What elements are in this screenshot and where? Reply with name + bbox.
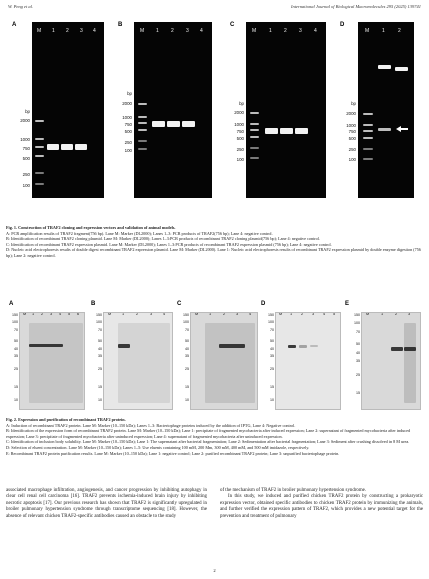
pcr-band	[47, 144, 59, 150]
marker-band	[363, 137, 373, 139]
bp-tick: 100	[124, 148, 132, 153]
bp-tick: 1000	[20, 137, 30, 142]
bp-tick: 1000	[122, 115, 132, 120]
marker-band	[138, 103, 147, 105]
marker-band	[363, 158, 373, 160]
pcr-band	[167, 121, 180, 127]
pcr-band	[75, 144, 87, 150]
lane-smear	[205, 323, 255, 403]
marker-band	[138, 129, 147, 131]
fig2-gel-a	[19, 312, 85, 410]
bp-title: bp	[25, 109, 30, 114]
fig2-d-kda-axis: 150 100 70 50 40 35 25 15 10	[268, 313, 274, 402]
bp-tick: 500	[22, 156, 30, 161]
body-column-left	[6, 488, 207, 520]
marker-band	[363, 130, 373, 132]
bp-tick: 2000	[346, 111, 356, 116]
lane-labels: M 1 2 3 4	[252, 28, 317, 34]
fig2-panel-label-e: E	[345, 301, 350, 307]
bp-tick: 500	[348, 136, 356, 141]
pcr-band	[152, 121, 165, 127]
fig2-c-kda-axis: 150 100 70 50 40 35 25 15 10	[183, 313, 189, 402]
body-paragraph: associated macrophage infiltration, angiogenesis, and cancer progression by inhibiting autophagy in clear cell renal cell carcinoma [16]. TRAF2 prevents ischemia-induced brain injury by inhibiting necrotic apoptosis [17]. Our previous research has shown that TRAF2 is significantly upregulated in broiler pulmonary hypertension syndrome through transcriptome sequencing [18]. However, the absence of relevant chicken TRAF2-specific antibodies caused an obstacle to the study	[6, 488, 207, 519]
fig1-caption-b: B: Identification of recombinant TRAF2 cloning plasmid. Lane M: Marker (DL2000); Lanes 1–3:PCR products of recombinant TRAF2 cloning plasmid(756 bp); Lane 4: negative control.	[6, 236, 320, 242]
eluted-band	[299, 345, 307, 348]
fig1-panel-label-d: D	[340, 22, 345, 28]
fig2-a-kda-axis: 150 100 70 50 40 35 25 15 10	[12, 313, 18, 402]
marker-band	[35, 172, 44, 174]
insert-band	[378, 128, 391, 131]
fig1-gel-d	[358, 22, 414, 198]
bp-tick: 500	[236, 136, 244, 141]
fig2-caption-d: D: Selection of eluent concentration. Lane M: Marker (10–150 kDa); Lanes 1–5: Use eluents containing 100 mM, 200 Mm, 300 mM, 400 mM, and 500 mM imidazole, respectively.	[6, 444, 310, 450]
bp-tick: 500	[124, 129, 132, 134]
fig2-e-kda-axis: 150 100 70 50 40 35 25 15	[354, 313, 360, 395]
bp-tick: 750	[348, 129, 356, 134]
bp-tick: 100	[236, 157, 244, 162]
unpurified-band	[404, 347, 416, 351]
body-paragraph: of the mechanism of TRAF2 in broiler pulmonary hypertension syndrome.	[220, 488, 367, 493]
fig1-gel-a	[32, 22, 104, 198]
fig1-d-bp-axis	[332, 0, 356, 200]
inclusion-band	[118, 344, 130, 348]
marker-band	[363, 113, 373, 115]
bp-tick: 1000	[234, 122, 244, 127]
lane-labels: M 1 2 3 4	[140, 28, 203, 34]
lane-labels: M 1 2 3	[366, 312, 411, 316]
marker-band	[35, 183, 44, 185]
lane-smear	[118, 323, 170, 403]
marker-band	[363, 148, 373, 150]
marker-band	[250, 112, 259, 114]
vector-band	[378, 65, 391, 69]
pcr-band	[182, 121, 195, 127]
marker-band	[35, 155, 44, 157]
fig2-b-kda-axis: 150 100 70 50 40 35 25 15 10	[96, 313, 102, 402]
pcr-band	[280, 128, 293, 134]
pcr-band	[61, 144, 73, 150]
fig2-gel-c	[190, 312, 258, 410]
eluted-band	[288, 345, 296, 348]
marker-band	[363, 124, 373, 126]
fig1-panel-label-a: A	[12, 22, 17, 28]
marker-band	[250, 129, 259, 131]
fig1-gel-b	[134, 22, 212, 198]
bp-title: bp	[239, 101, 244, 106]
purified-band	[391, 347, 403, 351]
lane-labels: M 1 2 3 4	[108, 312, 166, 316]
bp-tick: 750	[124, 122, 132, 127]
fig2-gel-d	[275, 312, 341, 410]
fig2-panel-label-c: C	[177, 301, 182, 307]
lane-labels: M 1 2	[365, 28, 401, 34]
fig2-gel-b	[103, 312, 173, 410]
fig1-a-bp-axis	[0, 0, 30, 200]
bp-tick: 250	[236, 147, 244, 152]
running-author: W. Peng et al.	[8, 4, 33, 9]
marker-band	[250, 123, 259, 125]
marker-band	[138, 148, 147, 150]
marker-band	[35, 120, 44, 122]
fig2-caption-b: B: Identification of the expression form of recombinant TRAF2 protein. Lane M: Marker (10–150 kDa); Lane 1: precipitate of fragmented mycobacteria after induced expression; Lane 2: supernatant of fragmented mycobacteria after induced expression; Lane 3: precipitate of fragmented mycobacteria after uninduced expression; Lane 4: supernatant of fragmented mycobacteria after uninduced expression.	[6, 428, 411, 439]
induced-band	[29, 344, 63, 347]
lane-smear	[29, 323, 83, 403]
fig2-panel-label-d: D	[261, 301, 266, 307]
fig2-caption-a: A: Induction of recombinant TRAF2 protein. Lane M: Marker (10–150 kDa); Lanes 1–3: Bacteriophage proteins induced by the addition of IPTG, Lane 4: Negative control.	[6, 422, 296, 428]
fig1-caption-title: Fig. 1. Construction of TRAF2 cloning and expression vectors and validation of animal models.	[6, 225, 176, 230]
body-column-right	[220, 488, 423, 520]
fig1-caption-d: D: Nucleic acid electrophoresis results of double digest recombinant TRAF2 expression plasmid. Lane M: Marker (DL2000). Lane 1: Nucleic acid electrophoresis results of recombinant TRAF2 expression plasmid by double enzyme digestion (756 bp); Lane 2: negative control.	[6, 247, 421, 258]
pcr-band	[265, 128, 278, 134]
eluted-band	[310, 345, 318, 347]
bp-tick: 2000	[234, 110, 244, 115]
fig2-caption	[6, 417, 423, 456]
marker-band	[250, 136, 259, 138]
fig2-panel-label-b: B	[91, 301, 96, 307]
bp-title: bp	[127, 91, 132, 96]
fig2-panel-label-a: A	[9, 301, 14, 307]
marker-band	[138, 140, 147, 142]
bp-tick: 2000	[20, 118, 30, 123]
fig1-caption-a: A: PCR amplification results of TRAF2 fragment(756 bp). Lane M: Marker (DL2000); Lanes 1–3: PCR products of TRAF2(756 bp); Lane 4: negative control.	[6, 230, 273, 236]
bp-title: bp	[351, 101, 356, 106]
fig2-caption-e: E: Recombinant TRAF2 protein purification results. Lane M: Marker (10–150 kDa); Lane 1: negative control; Lane 2: purified recombinant TRAF2 protein; Lane 3: unpurified bacteriophage protein.	[6, 450, 340, 456]
bp-tick: 250	[22, 172, 30, 177]
fig1-caption-c: C: Identification of recombinant TRAF2 expression plasmid. Lane M: Marker (DL2000); Lanes 1–3:PCR products of recombinant TRAF2 expression plasmid (756 bp); Lane 4: negative control.	[6, 241, 332, 247]
journal-citation: International Journal of Biological Macromolecules 295 (2025) 139741	[291, 4, 421, 9]
lane-smear	[404, 323, 416, 403]
fig1-panel-label-b: B	[118, 22, 123, 28]
marker-band	[35, 138, 44, 140]
body-paragraph: In this study, we induced and purified chicken TRAF2 protein by constructing a prokaryotic expression vector, obtained specific antibodies to chicken TRAF2 protein by immunizing the animals, and further verified the expression pattern of TRAF2, which provides a new potential target for the prevention and treatment of pulmonary	[220, 494, 423, 519]
lane-labels: M 1 2 3 4	[37, 28, 96, 34]
fig2-caption-title: Fig. 2. Expression and purification of recombinant TRAF2 protein.	[6, 417, 126, 422]
fig2-caption-c: C: Identification of inclusion body solubility. Lane M: Marker (10–150 kDa); Lane 1: The supernatant after bacterial fragmentation; Lane 2: Sedimentation after bacterial fragmentation; Lane 3: Sediment after crushing dissolved in 8 M urea.	[6, 439, 410, 445]
arrow-left-icon	[395, 125, 409, 133]
marker-band	[250, 147, 259, 149]
marker-band	[138, 116, 147, 118]
marker-band	[35, 146, 44, 148]
lane-labels: M 1 2 3 4 5	[279, 312, 336, 316]
lane-labels: M 1 2 3 4 5 6	[23, 312, 80, 316]
bp-tick: 750	[236, 129, 244, 134]
marker-band	[250, 157, 259, 159]
pcr-band	[295, 128, 308, 134]
lane-labels: M 1 2 3 4	[195, 312, 252, 316]
bp-tick: 250	[348, 147, 356, 152]
fig1-b-bp-axis	[108, 0, 132, 200]
bp-tick: 1000	[346, 123, 356, 128]
bp-tick: 250	[124, 140, 132, 145]
fig1-panel-label-c: C	[230, 22, 235, 28]
fig1-c-bp-axis	[220, 0, 244, 200]
page-number: 2	[213, 568, 216, 573]
bp-tick: 100	[348, 157, 356, 162]
inclusion-band	[219, 344, 245, 348]
bp-tick: 2000	[122, 101, 132, 106]
bp-tick: 750	[22, 146, 30, 151]
bp-tick: 100	[22, 183, 30, 188]
vector-band	[395, 67, 408, 71]
marker-band	[138, 122, 147, 124]
fig2-gel-e	[361, 312, 421, 410]
fig1-gel-c	[246, 22, 326, 198]
fig1-caption	[6, 225, 423, 259]
page-header	[8, 4, 421, 12]
